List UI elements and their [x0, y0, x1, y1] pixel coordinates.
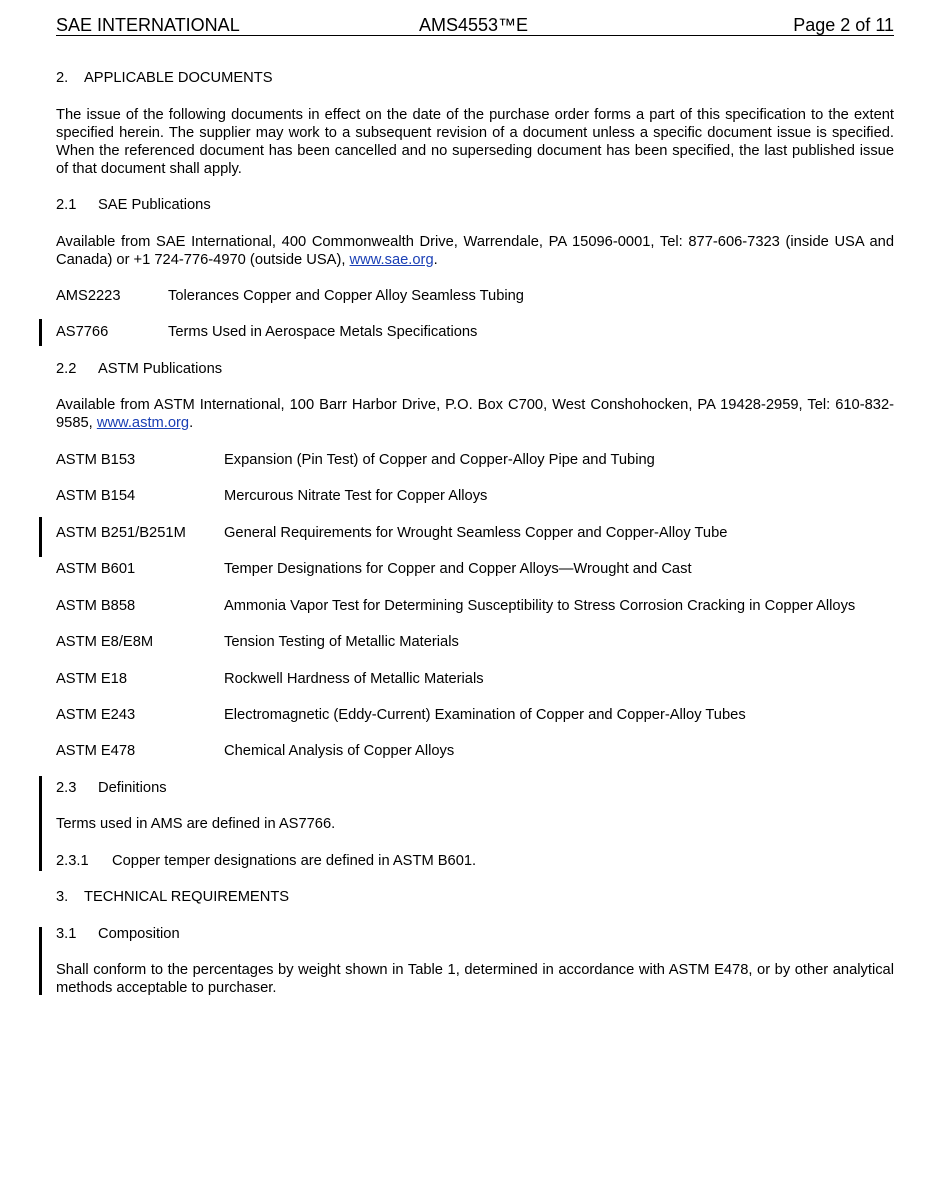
reference-code: ASTM E8/E8M: [56, 634, 154, 650]
section-number: 2.3: [56, 780, 77, 796]
section-number: 2.2: [56, 361, 77, 377]
period: .: [189, 415, 194, 431]
section-number: 2.1: [56, 197, 77, 213]
section-title: Definitions: [98, 780, 167, 796]
header-doc-number: AMS4553™E: [419, 15, 529, 35]
reference-code: ASTM E18: [56, 671, 128, 687]
section-number: 2.: [56, 70, 69, 86]
reference-title: Ammonia Vapor Test for Determining Susceptibility to Stress Corrosion Cracking in Copper Alloys: [224, 598, 856, 614]
reference-code: AMS2223: [56, 288, 121, 304]
section-2-1-heading: [56, 196, 894, 214]
section-2-2-heading: [56, 360, 894, 378]
reference-code: ASTM B601: [56, 561, 136, 577]
reference-code: ASTM B154: [56, 488, 136, 504]
section-title: SAE Publications: [98, 197, 211, 213]
section-2-2-paragraph: [56, 396, 894, 432]
revision-bar-as7766: [39, 319, 42, 346]
section-text: Copper temper designations are defined in ASTM B601.: [112, 853, 477, 869]
reference-code: ASTM E243: [56, 707, 136, 723]
section-2-3-1: [56, 852, 894, 870]
revision-bar-definitions: [39, 776, 42, 871]
section-number: 3.: [56, 889, 69, 905]
astm-website-link[interactable]: www.astm.org: [96, 415, 190, 431]
section-3-heading: [56, 888, 894, 906]
revision-bar-composition: [39, 927, 42, 995]
reference-code: ASTM B251/B251M: [56, 525, 186, 541]
section-3-1-heading: [56, 925, 894, 943]
section-3-1-paragraph: Shall conform to the percentages by weight shown in Table 1, determined in accordance with ASTM E478, or by other analytical methods acceptable to purchaser.: [56, 962, 894, 996]
section-2-3-heading: [56, 779, 894, 797]
section-number: 2.3.1: [56, 853, 89, 869]
reference-title: Terms Used in Aerospace Metals Specifications: [168, 324, 478, 340]
reference-title: Temper Designations for Copper and Copper Alloys—Wrought and Cast: [224, 561, 692, 577]
reference-code: ASTM E478: [56, 743, 136, 759]
header-page-number: Page 2 of 11: [793, 15, 894, 35]
sae-availability-text: Available from SAE International, 400 Commonwealth Drive, Warrendale, PA 15096-0001, Tel: 877-606-7323 (inside USA and Canada) or +1 724-776-4970 (outside USA),: [56, 234, 894, 268]
reference-code: ASTM B858: [56, 598, 136, 614]
reference-title: Mercurous Nitrate Test for Copper Alloys: [224, 488, 488, 504]
section-2-heading: [56, 69, 894, 87]
reference-title: Rockwell Hardness of Metallic Materials: [224, 671, 484, 687]
reference-title: General Requirements for Wrought Seamless Copper and Copper-Alloy Tube: [224, 525, 728, 541]
reference-title: Expansion (Pin Test) of Copper and Copper-Alloy Pipe and Tubing: [224, 452, 655, 468]
section-title: Composition: [98, 926, 180, 942]
section-2-1-paragraph: [56, 233, 894, 269]
reference-title: Tension Testing of Metallic Materials: [224, 634, 459, 650]
astm-availability-text: Available from ASTM International, 100 Barr Harbor Drive, P.O. Box C700, West Conshohocken, PA 19428-2959, Tel: 610-832-9585,: [56, 397, 894, 431]
section-2-3-paragraph: Terms used in AMS are defined in AS7766.: [56, 816, 336, 832]
revision-bar-b251: [39, 517, 42, 557]
section-title: APPLICABLE DOCUMENTS: [84, 70, 273, 86]
reference-title: Electromagnetic (Eddy-Current) Examination of Copper and Copper-Alloy Tubes: [224, 707, 746, 723]
section-2-paragraph: The issue of the following documents in effect on the date of the purchase order forms a part of this specification to the extent specified herein. The supplier may work to a subsequent revision of a document unless a specific document issue is specified. When the referenced document has been cancelled and no superseding document has been specified, the last published issue of that document shall apply.: [56, 107, 894, 177]
reference-code: ASTM B153: [56, 452, 136, 468]
reference-title: Chemical Analysis of Copper Alloys: [224, 743, 455, 759]
section-title: ASTM Publications: [98, 361, 223, 377]
reference-title: Tolerances Copper and Copper Alloy Seamless Tubing: [168, 288, 524, 304]
sae-website-link[interactable]: www.sae.org: [349, 252, 434, 268]
reference-code: AS7766: [56, 324, 109, 340]
section-title: TECHNICAL REQUIREMENTS: [84, 889, 290, 905]
period: .: [433, 252, 438, 268]
section-number: 3.1: [56, 926, 77, 942]
header-org: SAE INTERNATIONAL: [56, 15, 240, 35]
page-header: [56, 15, 894, 36]
